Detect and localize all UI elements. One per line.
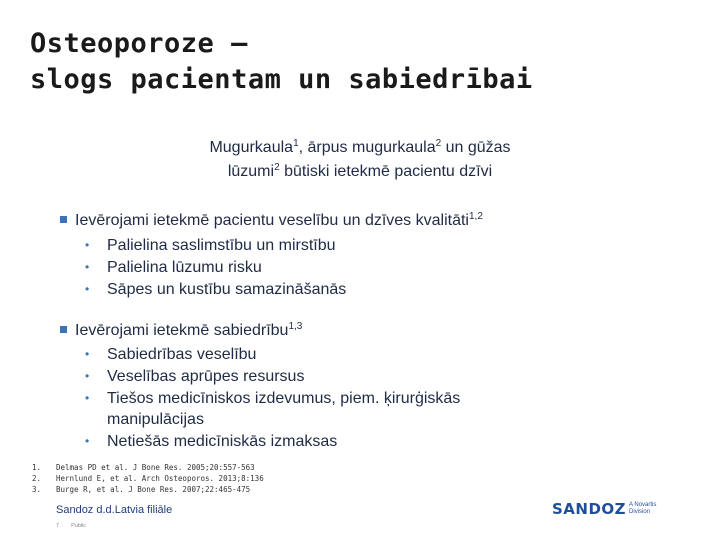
list-item-text: Tiešos medicīniskos izdevumus, piem. ķirurģiskās — [107, 390, 461, 407]
list-item-text: Sāpes un kustību samazināšanās — [107, 281, 347, 298]
subtitle — [150, 136, 570, 184]
reference-item — [32, 462, 264, 473]
logo-division-line: Division — [629, 509, 651, 515]
square-bullet-icon — [60, 326, 67, 333]
subtitle-sup: 2 — [274, 162, 280, 173]
list-item — [85, 388, 461, 409]
dot-bullet-icon: • — [85, 282, 90, 296]
list-item-text: Veselības aprūpes resursus — [107, 368, 305, 385]
bullet-text: Ievērojami ietekmē sabiedrību — [75, 322, 289, 339]
title-line-1: Osteoporoze – — [30, 28, 248, 59]
dot-bullet-icon: • — [85, 434, 90, 448]
subtitle-part: lūzumi — [227, 163, 275, 180]
bullet-text: Ievērojami ietekmē pacientu veselību un dzīves kvalitāti — [75, 212, 469, 229]
list-item — [85, 257, 262, 278]
list-item-text: Netiešās medicīniskās izmaksas — [107, 433, 338, 450]
bullet-patient-impact — [60, 210, 483, 232]
list-item-text: manipulācijas — [107, 411, 204, 428]
references — [32, 462, 264, 495]
page-title — [30, 26, 533, 98]
subtitle-sup: 1 — [293, 138, 299, 149]
reference-text: Burge R, et al. J Bone Res. 2007;22:465-475 — [56, 485, 251, 494]
bullet-sup: 1,3 — [288, 321, 303, 332]
subtitle-part: būtiski ietekmē pacientu dzīvi — [279, 163, 493, 180]
dot-bullet-icon: • — [85, 347, 90, 361]
logo-division — [629, 502, 669, 516]
list-item-continuation — [92, 409, 204, 430]
list-item — [85, 235, 336, 256]
logo-division-line: A Novartis — [629, 502, 657, 508]
subtitle-sup: 2 — [435, 138, 442, 149]
dot-bullet-icon: • — [85, 238, 90, 252]
square-bullet-icon — [60, 216, 67, 223]
list-item-text: Sabiedrības veselību — [107, 346, 257, 363]
list-item — [85, 366, 305, 387]
reference-number: 1. — [32, 463, 42, 472]
reference-number: 3. — [32, 485, 42, 494]
reference-number: 2. — [32, 474, 42, 483]
subtitle-part: un gūžas — [441, 139, 511, 156]
subtitle-part: Mugurkaula — [209, 139, 294, 156]
reference-item — [32, 484, 264, 495]
reference-text: Hernlund E, et al. Arch Osteoporos. 2013;8:136 — [56, 474, 264, 483]
sandoz-logo — [552, 500, 669, 518]
dot-bullet-icon: • — [85, 369, 90, 383]
dot-bullet-icon: • — [85, 391, 90, 405]
subtitle-part: , ārpus mugurkaula — [298, 139, 436, 156]
bullet-sup: 1,2 — [468, 211, 483, 222]
footer-company: Sandoz d.d.Latvia filiāle — [56, 504, 173, 516]
list-item — [85, 431, 338, 452]
dot-bullet-icon: • — [85, 260, 90, 274]
title-line-2: slogs pacientam un sabiedrībai — [30, 64, 533, 95]
list-item-text: Palielina saslimstību un mirstību — [107, 237, 336, 254]
bullet-society-impact — [60, 320, 302, 342]
footer-meta — [56, 523, 98, 529]
classification-label: Public — [71, 523, 87, 529]
list-item — [85, 344, 257, 365]
list-item — [85, 279, 347, 300]
page-number: 7 — [56, 523, 60, 529]
logo-wordmark: SANDOZ — [552, 500, 627, 518]
list-item-text: Palielina lūzumu risku — [107, 259, 262, 276]
reference-text: Delmas PD et al. J Bone Res. 2005;20:557-563 — [56, 463, 255, 472]
reference-item — [32, 473, 264, 484]
